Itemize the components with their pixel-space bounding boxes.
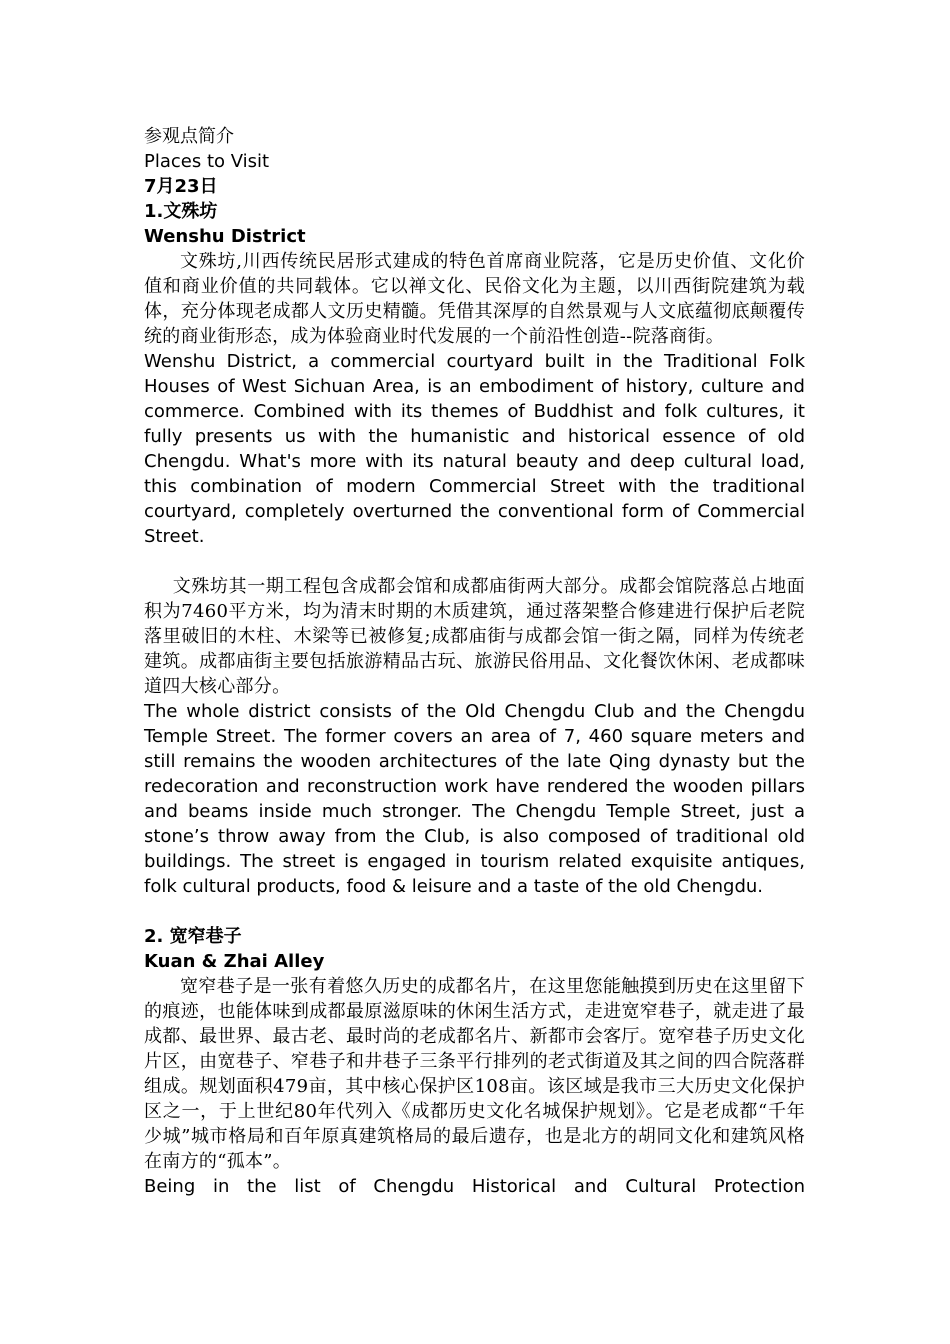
page-title-cn: 参观点简介	[144, 126, 234, 147]
section-1-paragraph-2-en: The whole district consists of the Old Chengdu Club and the Chengdu Temple Street. The former covers an area of 7, 460 square meters and still remains the wooden architectures of the late Qing dynasty but the redecoration and reconstruction work have rendered the wooden pillars and beams inside much stronger. The Chengdu Temple Street, just a stone’s throw away from the Club, is also composed of traditional old buildings. The street is engaged in tourism related exquisite antiques, folk cultural products, food & leisure and a taste of the old Chengdu.	[144, 701, 805, 897]
section-2-heading-en: Kuan & Zhai Alley	[144, 951, 325, 972]
section-1-paragraph-en: Wenshu District, a commercial courtyard built in the Traditional Folk Houses of West Sichuan Area, is an embodiment of history, culture and commerce. Combined with its themes of Buddhist and folk cultures, it fully presents us with the humanistic and historical essence of old Chengdu. What's more with its natural beauty and deep cultural load, this combination of modern Commercial Street with the traditional courtyard, completely overturned the conventional form of Commercial Street.	[144, 351, 805, 547]
date-heading: 7月23日	[144, 176, 218, 197]
page-title-en: Places to Visit	[144, 151, 270, 172]
section-1-heading-cn: 1.文殊坊	[144, 201, 218, 222]
section-2-paragraph-en: Being in the list of Chengdu Historical and Cultural Protection	[144, 1176, 805, 1197]
section-1-heading-en: Wenshu District	[144, 226, 306, 247]
document-content	[144, 124, 805, 1199]
section-2-paragraph-cn: 宽窄巷子是一张有着悠久历史的成都名片，在这里您能触摸到历史在这里留下的痕迹，也能体味到成都最原滋原味的休闲生活方式，走进宽窄巷子，就走进了最成都、最世界、最古老、最时尚的老成都名片、新都市会客厅。宽窄巷子历史文化片区，由宽巷子、窄巷子和井巷子三条平行排列的老式街道及其之间的四合院落群组成。规划面积479亩，其中核心保护区108亩。该区域是我市三大历史文化保护区之一，于上世纪80年代列入《成都历史文化名城保护规划》。它是老成都“千年少城”城市格局和百年原真建筑格局的最后遗存，也是北方的胡同文化和建筑风格在南方的“孤本”。	[144, 976, 805, 1172]
paragraph-spacer	[144, 549, 805, 574]
paragraph-spacer	[144, 899, 805, 924]
section-1-paragraph-cn: 文殊坊,川西传统民居形式建成的特色首席商业院落，它是历史价值、文化价值和商业价值的共同载体。它以禅文化、民俗文化为主题，以川西街院建筑为载体，充分体现老成都人文历史精髓。凭借其深厚的自然景观与人文底蕴彻底颠覆传统的商业街形态，成为体验商业时代发展的一个前沿性创造--院落商街。	[144, 251, 805, 347]
section-1-paragraph-2-cn: 文殊坊其一期工程包含成都会馆和成都庙街两大部分。成都会馆院落总占地面积为7460平方米，均为清末时期的木质建筑，通过落架整合修建进行保护后老院落里破旧的木柱、木梁等已被修复;成都庙街与成都会馆一街之隔，同样为传统老建筑。成都庙街主要包括旅游精品古玩、旅游民俗用品、文化餐饮休闲、老成都味道四大核心部分。	[144, 576, 805, 697]
section-2-heading-cn: 2. 宽窄巷子	[144, 926, 242, 947]
